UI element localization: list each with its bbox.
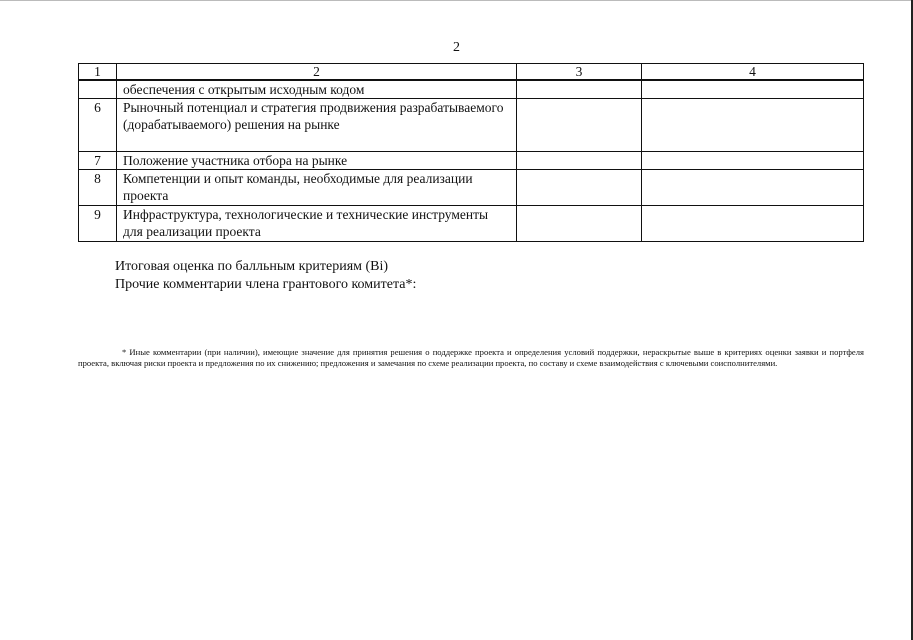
criterion-text: Компетенции и опыт команды, необходимые для реализации проекта <box>117 170 517 206</box>
table-row <box>79 170 864 206</box>
table-row <box>79 99 864 152</box>
comment-cell <box>642 99 864 152</box>
comment-cell <box>642 80 864 99</box>
table-row <box>79 152 864 170</box>
score-cell <box>517 170 642 206</box>
criterion-text: Рыночный потенциал и стратегия продвижения разрабатываемого (дорабатываемого) решения на рынке <box>117 99 517 152</box>
score-cell <box>517 99 642 152</box>
criterion-text: Инфраструктура, технологические и технические инструменты для реализации проекта <box>117 206 517 242</box>
evaluation-table <box>78 63 864 242</box>
criterion-text: Положение участника отбора на рынке <box>117 152 517 170</box>
total-score-label: Итоговая оценка по балльным критериям (Bi) <box>115 259 389 274</box>
score-cell <box>517 206 642 242</box>
row-number: 9 <box>79 206 117 242</box>
comment-cell <box>642 206 864 242</box>
summary-block <box>115 258 416 294</box>
footnote: * Иные комментарии (при наличии), имеющие значение для принятия решения о поддержке проекта и определения условий поддержки, нераскрытые выше в критериях оценки заявки и портфеля проекта, включая риски проекта и предложения по их снижению; предложения и замечания по схеме реализации проекта, по составу и схеме взаимодействия с ключевыми соисполнителями. <box>78 347 864 368</box>
score-cell <box>517 152 642 170</box>
criterion-text: обеспечения с открытым исходным кодом <box>117 80 517 99</box>
column-header-2: 2 <box>117 64 517 81</box>
page-top-edge <box>0 0 913 1</box>
column-header-1: 1 <box>79 64 117 81</box>
column-header-3: 3 <box>517 64 642 81</box>
row-number: 6 <box>79 99 117 152</box>
page-number: 2 <box>453 40 460 55</box>
row-number: 7 <box>79 152 117 170</box>
column-header-4: 4 <box>642 64 864 81</box>
comment-cell <box>642 170 864 206</box>
table-header-row <box>79 64 864 81</box>
comment-cell <box>642 152 864 170</box>
table-row <box>79 80 864 99</box>
table-row <box>79 206 864 242</box>
row-number <box>79 80 117 99</box>
score-cell <box>517 80 642 99</box>
row-number: 8 <box>79 170 117 206</box>
comments-label: Прочие комментарии члена грантового комитета*: <box>115 277 417 292</box>
